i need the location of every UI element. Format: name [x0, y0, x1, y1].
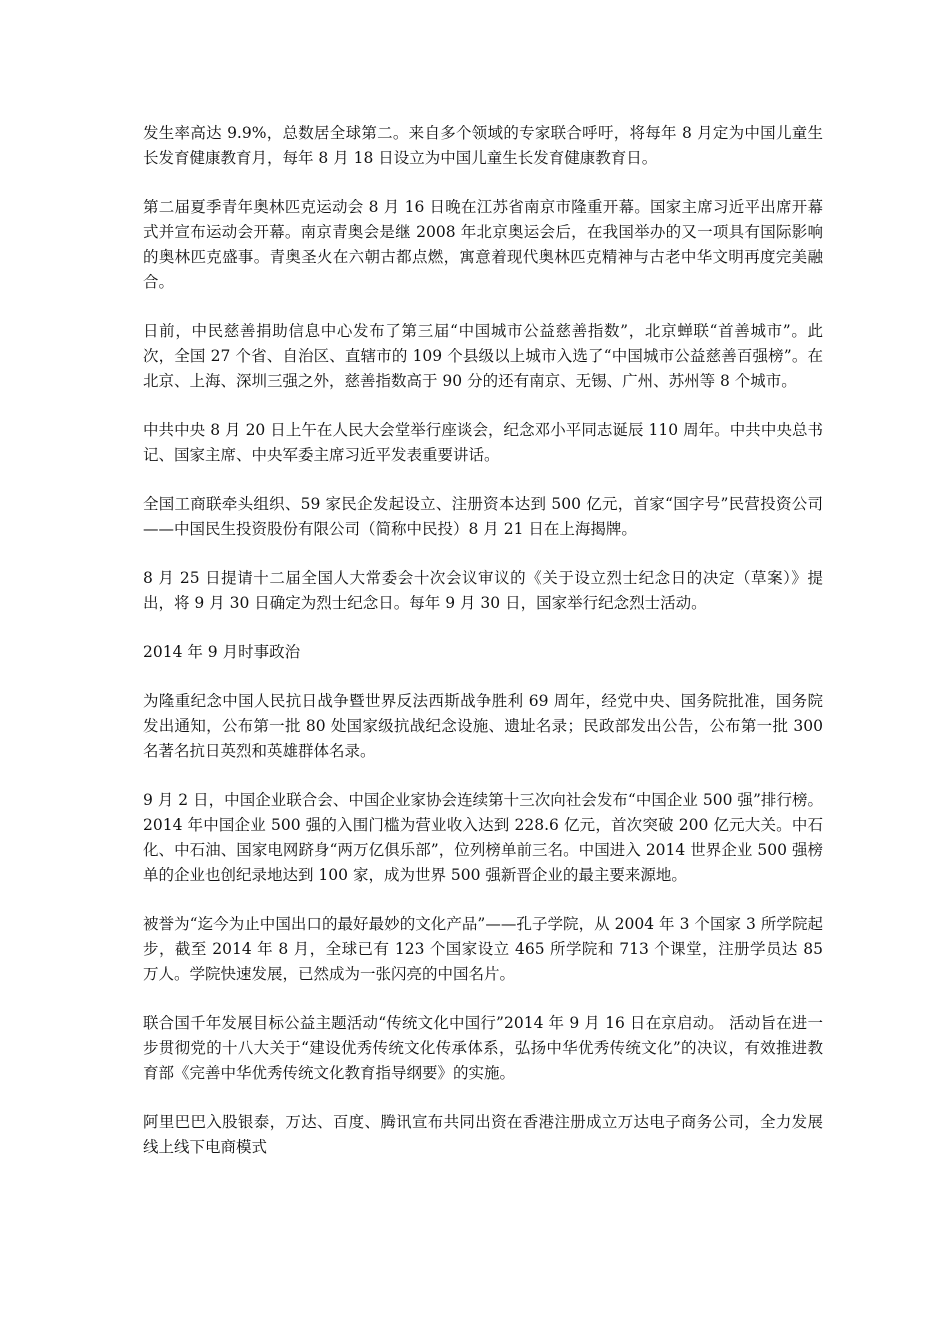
section-heading: 2014 年 9 月时事政治 — [143, 643, 301, 661]
paragraph-6: 8 月 25 日提请十二届全国人大常委会十次会议审议的《关于设立烈士纪念日的决定（草案）》提出，将 9 月 30 日确定为烈士纪念日。每年 9 月 30 日，国家举行纪念烈士活动。 — [143, 569, 823, 612]
paragraph-3: 日前，中民慈善捐助信息中心发布了第三届“中国城市公益慈善指数”，北京蝉联“首善城市”。此次，全国 27 个省、自治区、直辖市的 109 个县级以上城市入选了“中国城市公益慈善百强榜”。在北京、上海、深圳三强之外，慈善指数高于 90 分的还有南京、无锡、广州、苏州等 8 个城市。 — [143, 322, 823, 390]
paragraph-2: 第二届夏季青年奥林匹克运动会 8 月 16 日晚在江苏省南京市隆重开幕。国家主席习近平出席开幕式并宣布运动会开幕。南京青奥会是继 2008 年北京奥运会后，在我国举办的又一项具有国际影响的奥林匹克盛事。青奥圣火在六朝古都点燃，寓意着现代奥林匹克精神与古老中华文明再度完美融合。 — [143, 198, 823, 291]
paragraph-1: 发生率高达 9.9%，总数居全球第二。来自多个领域的专家联合呼吁，将每年 8 月定为中国儿童生长发育健康教育月，每年 8 月 18 日设立为中国儿童生长发育健康教育日。 — [143, 124, 823, 167]
paragraph-10: 联合国千年发展目标公益主题活动“传统文化中国行”2014 年 9 月 16 日在京启动。 活动旨在进一步贯彻党的十八大关于“建设优秀传统文化传承体系，弘扬中华优秀传统文化”的决议，有效推进教育部《完善中华优秀传统文化教育指导纲要》的实施。 — [143, 1014, 823, 1082]
paragraph-9: 被誉为“迄今为止中国出口的最好最妙的文化产品”——孔子学院，从 2004 年 3 个国家 3 所学院起步，截至 2014 年 8 月，全球已有 123 个国家设立 465 所学院和 713 个课堂，注册学员达 85 万人。学院快速发展，已然成为一张闪亮的中国名片。 — [143, 915, 823, 983]
paragraph-4: 中共中央 8 月 20 日上午在人民大会堂举行座谈会，纪念邓小平同志诞辰 110 周年。中共中央总书记、国家主席、中央军委主席习近平发表重要讲话。 — [143, 421, 823, 464]
paragraph-8: 9 月 2 日，中国企业联合会、中国企业家协会连续第十三次向社会发布“中国企业 500 强”排行榜。2014 年中国企业 500 强的入围门槛为营业收入达到 228.6 亿元，首次突破 200 亿元大关。中石化、中石油、国家电网跻身“两万亿俱乐部”，位列榜单前三名。中国进入 2014 世界企业 500 强榜单的企业也创纪录地达到 100 家，成为世界 500 强新晋企业的最主要来源地。 — [143, 791, 823, 884]
paragraph-5: 全国工商联牵头组织、59 家民企发起设立、注册资本达到 500 亿元，首家“国字号”民营投资公司——中国民生投资股份有限公司（简称中民投）8 月 21 日在上海揭牌。 — [143, 495, 823, 538]
paragraph-11: 阿里巴巴入股银泰，万达、百度、腾讯宣布共同出资在香港注册成立万达电子商务公司，全力发展线上线下电商模式 — [143, 1113, 823, 1156]
paragraph-7: 为隆重纪念中国人民抗日战争暨世界反法西斯战争胜利 69 周年，经党中央、国务院批准，国务院发出通知，公布第一批 80 处国家级抗战纪念设施、遗址名录；民政部发出公告，公布第一批 300 名著名抗日英烈和英雄群体名录。 — [143, 692, 823, 760]
document-body — [143, 121, 823, 1184]
